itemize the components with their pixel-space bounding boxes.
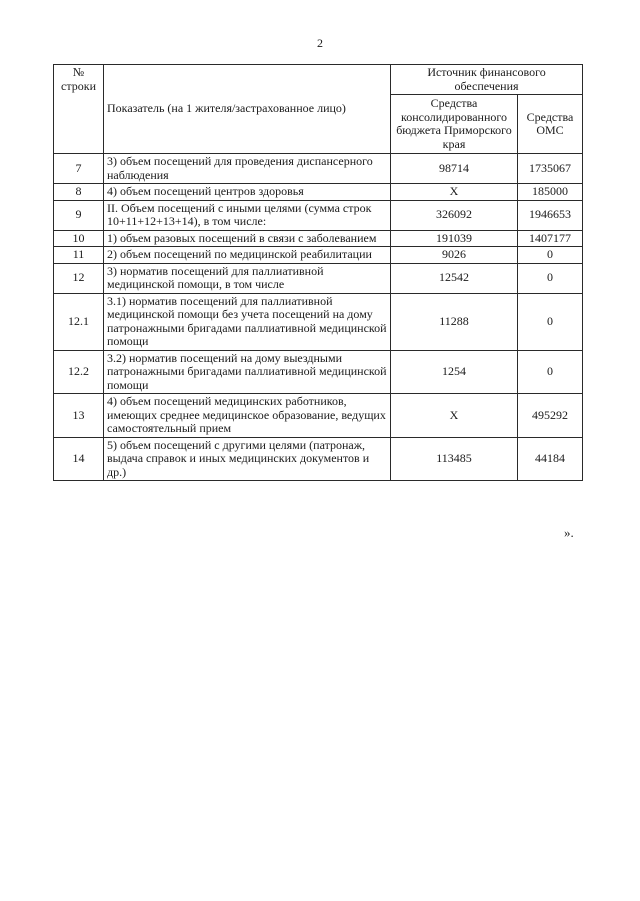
row-number: 9 <box>54 200 104 230</box>
header-oms-funds: Средства ОМС <box>518 95 583 154</box>
table-row <box>54 263 583 293</box>
row-oms-value: 0 <box>518 293 583 350</box>
table-row <box>54 394 583 438</box>
row-oms-value: 44184 <box>518 437 583 481</box>
row-budget-value: 12542 <box>391 263 518 293</box>
row-budget-value: 98714 <box>391 154 518 184</box>
row-number: 14 <box>54 437 104 481</box>
row-number: 8 <box>54 184 104 201</box>
row-budget-value: Х <box>391 394 518 438</box>
table-row <box>54 200 583 230</box>
row-number: 11 <box>54 247 104 264</box>
row-indicator: 3) норматив посещений для паллиативной медицинской помощи, в том числе <box>104 263 391 293</box>
header-row-number: № строки <box>54 65 104 154</box>
row-budget-value: 9026 <box>391 247 518 264</box>
row-indicator: 4) объем посещений медицинских работников, имеющих среднее медицинское образование, ведущих самостоятельный прием <box>104 394 391 438</box>
table-row <box>54 437 583 481</box>
table-row <box>54 184 583 201</box>
row-indicator: II. Объем посещений с иными целями (сумма строк 10+11+12+13+14), в том числе: <box>104 200 391 230</box>
row-budget-value: 191039 <box>391 230 518 247</box>
table-row <box>54 247 583 264</box>
row-indicator: 3.2) норматив посещений на дому выездными патронажными бригадами паллиативной медицинской помощи <box>104 350 391 394</box>
page-number: 2 <box>317 36 323 50</box>
row-budget-value: 326092 <box>391 200 518 230</box>
table-header-row <box>54 65 583 95</box>
row-oms-value: 1407177 <box>518 230 583 247</box>
indicators-table <box>53 64 583 481</box>
row-number: 13 <box>54 394 104 438</box>
header-budget-funds: Средства консолидированного бюджета Приморского края <box>391 95 518 154</box>
row-indicator: 5) объем посещений с другими целями (патронаж, выдача справок и иных медицинских документов и др.) <box>104 437 391 481</box>
row-oms-value: 0 <box>518 263 583 293</box>
row-oms-value: 495292 <box>518 394 583 438</box>
row-oms-value: 0 <box>518 247 583 264</box>
row-number: 12.2 <box>54 350 104 394</box>
row-indicator: 3.1) норматив посещений для паллиативной медицинской помощи без учета посещений на дому патронажными бригадами паллиативной медицинской помощи <box>104 293 391 350</box>
row-indicator: 1) объем разовых посещений в связи с заболеванием <box>104 230 391 247</box>
table-row <box>54 154 583 184</box>
closing-quote-mark: ». <box>564 525 574 540</box>
row-budget-value: 113485 <box>391 437 518 481</box>
table-row <box>54 293 583 350</box>
row-budget-value: 1254 <box>391 350 518 394</box>
row-oms-value: 185000 <box>518 184 583 201</box>
row-oms-value: 0 <box>518 350 583 394</box>
header-indicator: Показатель (на 1 жителя/застрахованное лицо) <box>104 65 391 154</box>
row-indicator: 2) объем посещений по медицинской реабилитации <box>104 247 391 264</box>
row-budget-value: Х <box>391 184 518 201</box>
row-number: 12.1 <box>54 293 104 350</box>
row-number: 12 <box>54 263 104 293</box>
header-funding-source: Источник финансового обеспечения <box>391 65 583 95</box>
row-indicator: 4) объем посещений центров здоровья <box>104 184 391 201</box>
row-indicator: 3) объем посещений для проведения диспансерного наблюдения <box>104 154 391 184</box>
table-row <box>54 230 583 247</box>
row-number: 7 <box>54 154 104 184</box>
row-oms-value: 1946653 <box>518 200 583 230</box>
table-row <box>54 350 583 394</box>
row-budget-value: 11288 <box>391 293 518 350</box>
row-oms-value: 1735067 <box>518 154 583 184</box>
row-number: 10 <box>54 230 104 247</box>
